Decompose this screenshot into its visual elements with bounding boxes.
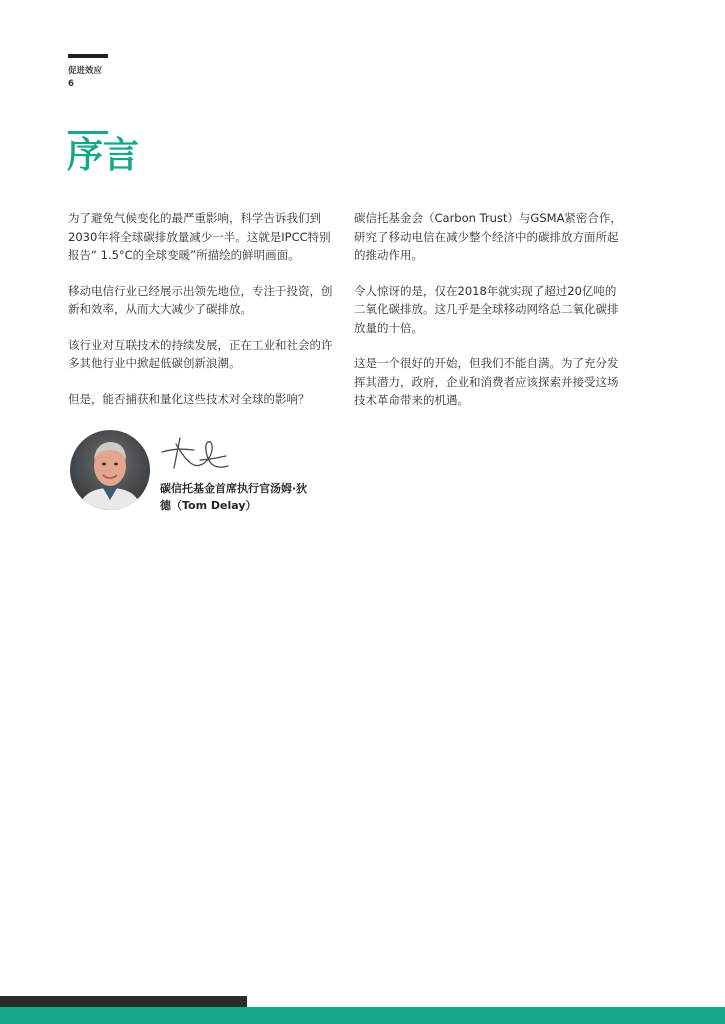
- paragraph: 令人惊讶的是，仅在2018年就实现了超过20亿吨的二氧化碳排放。这几乎是全球移动网络总二氧化碳排放量的十倍。: [354, 283, 619, 335]
- paragraph: 这是一个很好的开始，但我们不能自满。为了充分发挥其潜力，政府，企业和消费者应该探索并接受这场技术革命带来的机遇。: [354, 356, 619, 407]
- paragraph: 该行业对互联技术的持续发展，正在工业和社会的许多其他行业中掀起低碳创新浪潮。: [68, 337, 333, 370]
- signature: [156, 430, 238, 476]
- page-title: 序言: [67, 135, 140, 176]
- running-head: [68, 65, 102, 91]
- page-number: 6: [68, 79, 74, 89]
- signatory-title: 碳信托基金首席执行官汤姆·狄: [160, 482, 308, 495]
- left-column: [68, 209, 340, 425]
- paragraph: 移动电信行业已经展示出领先地位，专注于投资，创新和效率，从而大大减少了碳排放。: [68, 283, 333, 316]
- signatory-name: 德（Tom Delay）: [160, 499, 257, 512]
- paragraph: 但是，能否捕获和量化这些技术对全球的影响？: [68, 391, 310, 406]
- paragraph: 碳信托基金会（Carbon Trust）与GSMA紧密合作，研究了移动电信在减少整个经济中的碳排放方面所起的推动作用。: [354, 211, 622, 262]
- paragraph: 为了避免气候变化的最严重影响，科学告诉我们到2030年将全球碳排放量减少一半。这就是IPCC特别报告“ 1.5°C的全球变暖”所描绘的鲜明画面。: [68, 211, 331, 262]
- signatory: [160, 480, 350, 514]
- header-rule: [68, 54, 108, 58]
- right-column: [354, 209, 626, 427]
- footer-green-bar: [0, 1007, 725, 1024]
- author-portrait: [70, 430, 150, 510]
- section-name: 促进效应: [68, 66, 103, 76]
- footer-dark-bar: [0, 996, 247, 1007]
- portrait-image: [70, 430, 150, 510]
- signature-image: [156, 430, 238, 476]
